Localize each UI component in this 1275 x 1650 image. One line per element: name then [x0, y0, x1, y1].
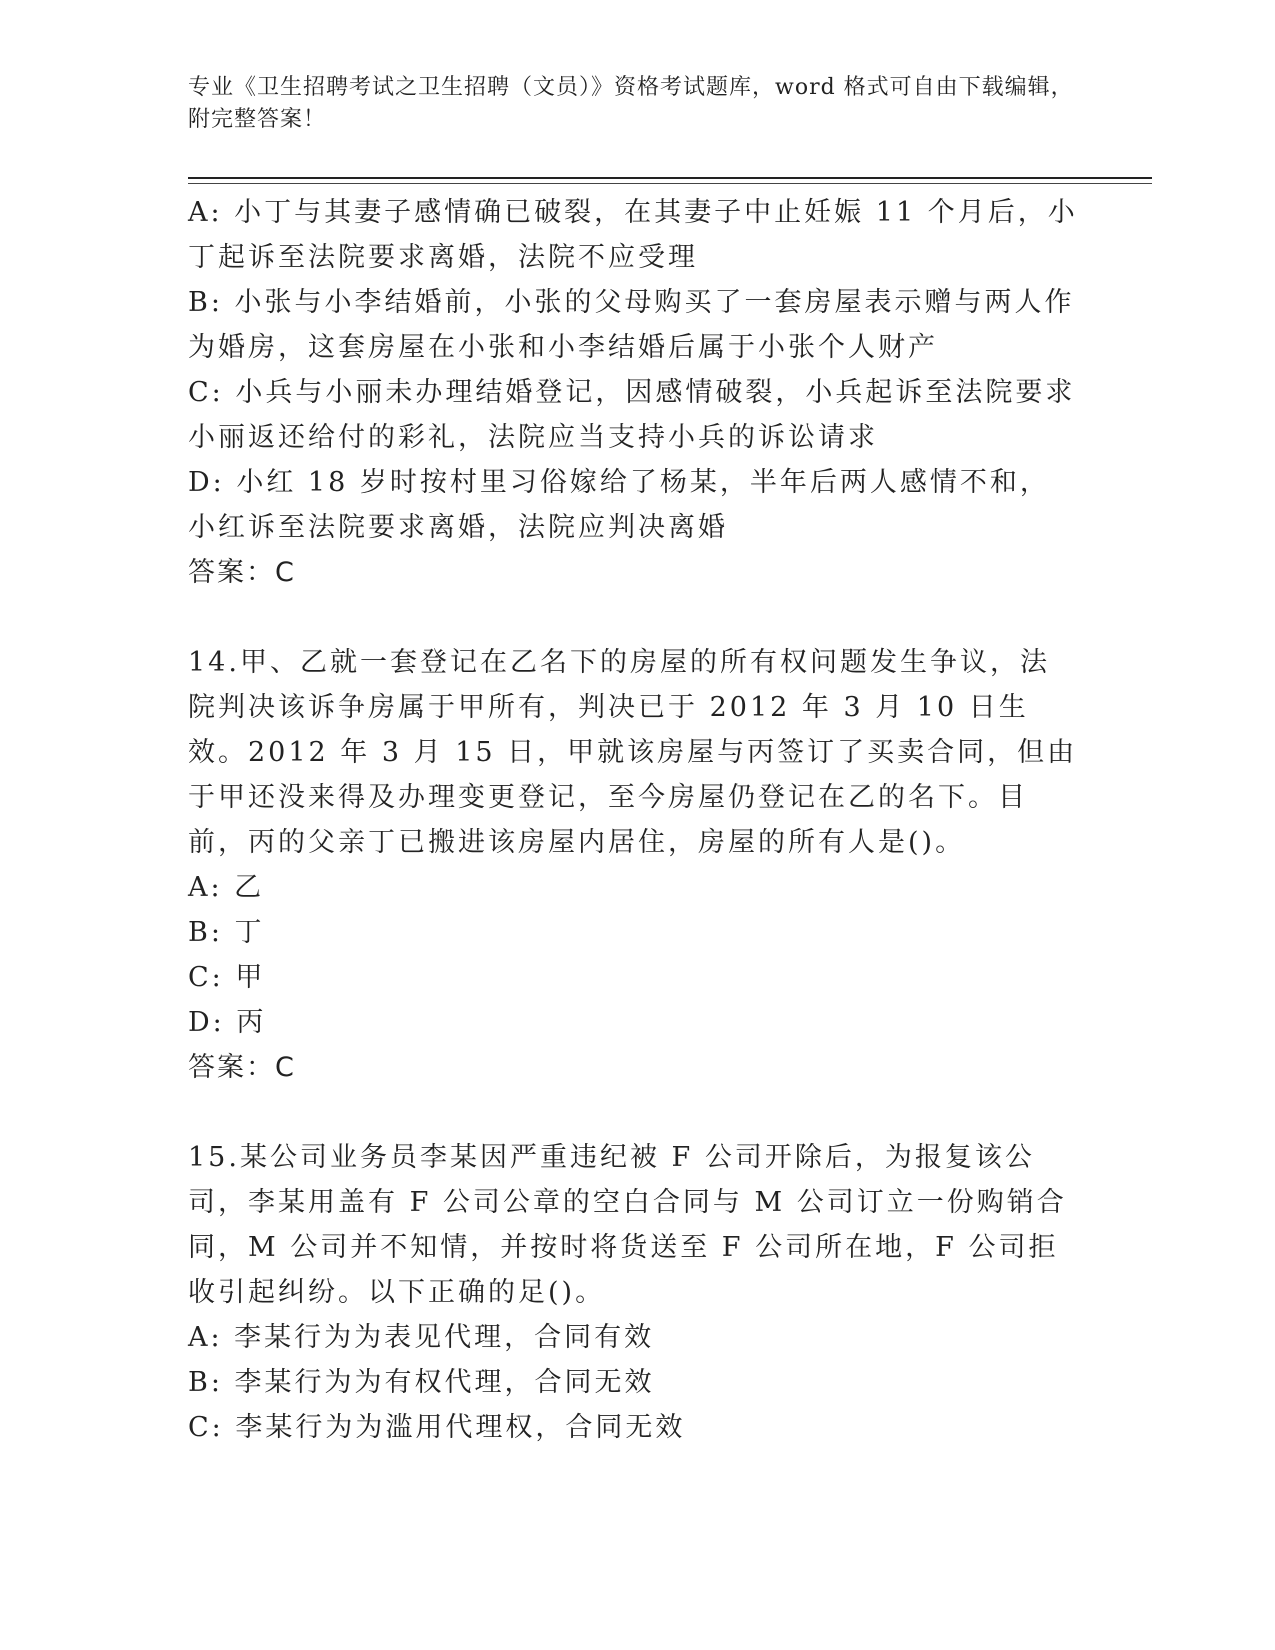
header-divider-thin	[188, 183, 1152, 184]
q14-answer: 答案：C	[188, 1052, 296, 1083]
q14-option-d: D: 丙	[188, 1007, 267, 1038]
q13-option-a: A: 小丁与其妻子感情确已破裂，在其妻子中止妊娠 11 个月后，小丁起诉至法院要求离婚，法院不应受理	[188, 197, 1078, 273]
q14-question-text: 14.甲、乙就一套登记在乙名下的房屋的所有权问题发生争议，法院判决该诉争房属于甲所有，判决已于 2012 年 3 月 10 日生效。2012 年 3 月 15 日，甲就该房屋与丙签订了买卖合同，但由于甲还没来得及办理变更登记，至今房屋仍登记在乙的名下。目前，丙的父亲丁已搬进该房屋内居住，房屋的所有人是()。	[188, 647, 1078, 858]
q14-option-c: C: 甲	[188, 962, 266, 993]
q14-option-b: B: 丁	[188, 917, 265, 948]
q15-option-b: B: 李某行为为有权代理，合同无效	[188, 1367, 655, 1398]
q14-option-a: A: 乙	[188, 872, 265, 903]
q15-option-a: A: 李某行为为表见代理，合同有效	[188, 1322, 655, 1353]
q13-answer: 答案：C	[188, 557, 296, 588]
q13-option-c: C: 小兵与小丽未办理结婚登记，因感情破裂，小兵起诉至法院要求小丽返还给付的彩礼，法院应当支持小兵的诉讼请求	[188, 377, 1076, 453]
q15-question-text: 15.某公司业务员李某因严重违纪被 F 公司开除后，为报复该公司，李某用盖有 F 公司公章的空白合同与 M 公司订立一份购销合同，M 公司并不知情，并按时将货送至 F 公司所在地，F 公司拒收引起纠纷。以下正确的足()。	[188, 1142, 1067, 1308]
question-13-block	[188, 190, 1078, 595]
question-14-block	[188, 640, 1078, 1090]
q13-option-d: D: 小红 18 岁时按村里习俗嫁给了杨某，半年后两人感情不和，小红诉至法院要求离婚，法院应判决离婚	[188, 467, 1050, 543]
q13-option-b: B: 小张与小李结婚前，小张的父母购买了一套房屋表示赠与两人作为婚房，这套房屋在小张和小李结婚后属于小张个人财产	[188, 287, 1075, 363]
q15-option-c: C: 李某行为为滥用代理权，合同无效	[188, 1412, 686, 1443]
page-header: 专业《卫生招聘考试之卫生招聘（文员）》资格考试题库，word 格式可自由下载编辑，附完整答案！	[188, 75, 1074, 132]
header-divider-thick	[188, 177, 1152, 179]
question-15-block	[188, 1135, 1078, 1450]
question-content	[188, 190, 1078, 1450]
